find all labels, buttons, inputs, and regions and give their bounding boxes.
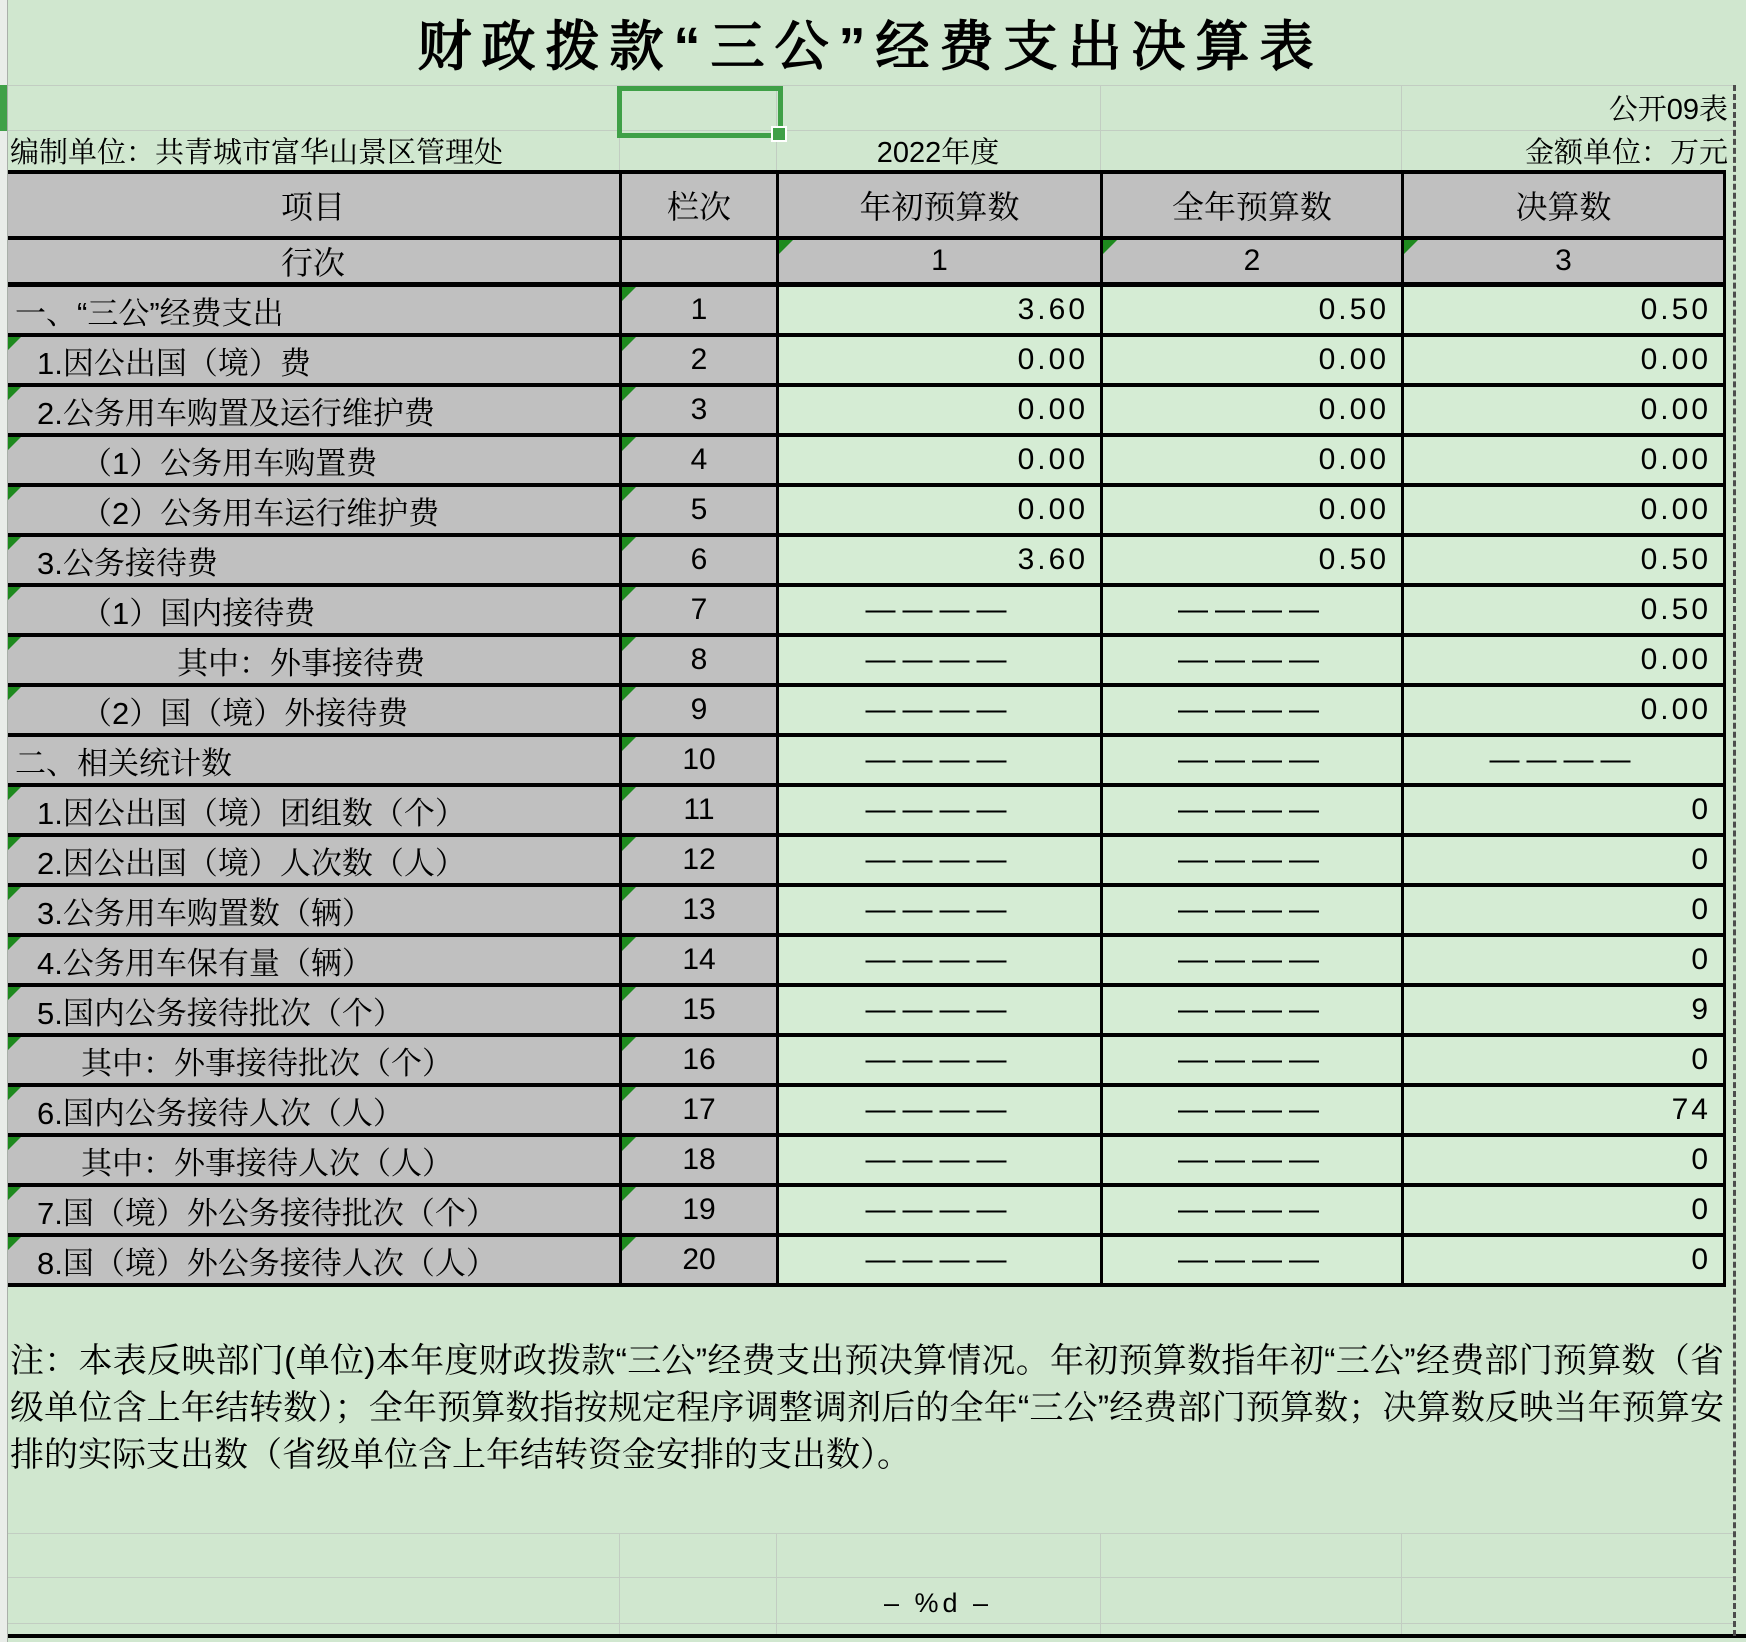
error-indicator-triangle: [622, 937, 636, 951]
row-gutter: [0, 0, 8, 1642]
column-header-item[interactable]: 项目: [7, 174, 622, 240]
item-cell[interactable]: 其中：外事接待费: [7, 637, 622, 687]
selected-row-indicator: [0, 85, 7, 131]
final-account-cell[interactable]: ————: [1404, 737, 1726, 787]
gridline: [4, 1623, 1733, 1624]
line-number-cell[interactable]: 7: [622, 587, 779, 637]
item-cell[interactable]: 二、相关统计数: [7, 737, 622, 787]
fullyear-budget-cell[interactable]: ————: [1103, 987, 1404, 1037]
final-account-cell[interactable]: 0: [1404, 1237, 1726, 1287]
item-cell[interactable]: 8.国（境）外公务接待人次（人）: [7, 1237, 622, 1287]
error-indicator-triangle: [7, 537, 21, 551]
item-cell[interactable]: （2）国（境）外接待费: [7, 687, 622, 737]
table-note[interactable]: 注：本表反映部门(单位)本年度财政拨款“三公”经费支出预决算情况。年初预算数指年初“三公”经费部门预算数（省级单位含上年结转数）；全年预算数指按规定程序调整调剂后的全年“三公”经费部门预算数；决算数反映当年预算安排的实际支出数（省级单位含上年结转资金安排的支出数）。: [10, 1342, 1724, 1474]
fullyear-budget-cell[interactable]: ————: [1103, 587, 1404, 637]
line-number-cell[interactable]: 9: [622, 687, 779, 737]
item-cell[interactable]: 其中：外事接待批次（个）: [7, 1037, 622, 1087]
fullyear-budget-cell[interactable]: 0.00: [1103, 387, 1404, 437]
error-indicator-triangle: [7, 1137, 21, 1151]
fill-handle[interactable]: [771, 126, 787, 142]
error-indicator-triangle: [7, 1037, 21, 1051]
final-account-cell[interactable]: 0.00: [1404, 387, 1726, 437]
fullyear-budget-cell[interactable]: ————: [1103, 787, 1404, 837]
error-indicator-triangle: [779, 240, 793, 254]
gridline: [619, 1533, 620, 1634]
initial-budget-cell[interactable]: ————: [779, 737, 1103, 787]
error-indicator-triangle: [7, 937, 21, 951]
fullyear-budget-cell[interactable]: ————: [1103, 1137, 1404, 1187]
item-cell[interactable]: 7.国（境）外公务接待批次（个）: [7, 1187, 622, 1237]
page-title: 财政拨款“三公”经费支出决算表: [417, 17, 1324, 77]
prepare-unit-label[interactable]: 编制单位：共青城市富华山景区管理处: [10, 136, 504, 169]
error-indicator-triangle: [7, 1187, 21, 1201]
final-account-cell[interactable]: 0: [1404, 1037, 1726, 1087]
page-break-line: [1733, 85, 1736, 1636]
final-account-cell[interactable]: 0.50: [1404, 287, 1726, 337]
line-number-cell[interactable]: 4: [622, 437, 779, 487]
item-cell[interactable]: 2.因公出国（境）人次数（人）: [7, 837, 622, 887]
line-number-cell[interactable]: 5: [622, 487, 779, 537]
error-indicator-triangle: [622, 1087, 636, 1101]
amount-unit-label[interactable]: 金额单位：万元: [1524, 136, 1728, 169]
error-indicator-triangle: [622, 1187, 636, 1201]
item-cell[interactable]: （1）国内接待费: [7, 587, 622, 637]
gridline: [4, 1533, 1733, 1534]
initial-budget-cell[interactable]: 3.60: [779, 287, 1103, 337]
error-indicator-triangle: [622, 1037, 636, 1051]
final-account-cell[interactable]: 9: [1404, 987, 1726, 1037]
item-cell[interactable]: 5.国内公务接待批次（个）: [7, 987, 622, 1037]
line-number-header[interactable]: 行次: [7, 240, 622, 287]
final-account-cell[interactable]: 0: [1404, 937, 1726, 987]
final-account-cell[interactable]: 0: [1404, 837, 1726, 887]
fullyear-budget-cell[interactable]: ————: [1103, 1037, 1404, 1087]
initial-budget-cell[interactable]: ————: [779, 687, 1103, 737]
final-account-cell[interactable]: 0: [1404, 787, 1726, 837]
fullyear-budget-cell[interactable]: ————: [1103, 837, 1404, 887]
error-indicator-triangle: [7, 387, 21, 401]
final-account-cell[interactable]: 0.00: [1404, 487, 1726, 537]
error-indicator-triangle: [622, 1137, 636, 1151]
line-number-cell[interactable]: 19: [622, 1187, 779, 1237]
final-account-cell[interactable]: 74: [1404, 1087, 1726, 1137]
item-cell[interactable]: 2.公务用车购置及运行维护费: [7, 387, 622, 437]
fullyear-budget-cell[interactable]: ————: [1103, 1187, 1404, 1237]
initial-budget-cell[interactable]: 0.00: [779, 487, 1103, 537]
gridline: [4, 1577, 1733, 1578]
error-indicator-triangle: [7, 887, 21, 901]
error-indicator-triangle: [622, 337, 636, 351]
empty-header-cell[interactable]: [622, 240, 779, 287]
error-indicator-triangle: [622, 1237, 636, 1251]
initial-budget-cell[interactable]: 3.60: [779, 537, 1103, 587]
item-cell[interactable]: 一、“三公”经费支出: [7, 287, 622, 337]
error-indicator-triangle: [622, 537, 636, 551]
final-account-cell[interactable]: 0.50: [1404, 537, 1726, 587]
fullyear-budget-cell[interactable]: ————: [1103, 737, 1404, 787]
column-number-3[interactable]: 3: [1404, 240, 1726, 287]
item-cell[interactable]: 1.因公出国（境）团组数（个）: [7, 787, 622, 837]
error-indicator-triangle: [622, 587, 636, 601]
fullyear-budget-cell[interactable]: ————: [1103, 887, 1404, 937]
line-number-cell[interactable]: 11: [622, 787, 779, 837]
column-number-2[interactable]: 2: [1103, 240, 1404, 287]
initial-budget-cell[interactable]: 0.00: [779, 387, 1103, 437]
line-number-cell[interactable]: 10: [622, 737, 779, 787]
initial-budget-cell[interactable]: ————: [779, 1237, 1103, 1287]
line-number-cell[interactable]: 14: [622, 937, 779, 987]
error-indicator-triangle: [622, 687, 636, 701]
line-number-cell[interactable]: 17: [622, 1087, 779, 1137]
column-number-1[interactable]: 1: [779, 240, 1103, 287]
error-indicator-triangle: [622, 887, 636, 901]
error-indicator-triangle: [622, 737, 636, 751]
line-number-cell[interactable]: 13: [622, 887, 779, 937]
error-indicator-triangle: [7, 487, 21, 501]
line-number-cell[interactable]: 12: [622, 837, 779, 887]
error-indicator-triangle: [7, 637, 21, 651]
fullyear-budget-cell[interactable]: 0.00: [1103, 437, 1404, 487]
error-indicator-triangle: [7, 1087, 21, 1101]
initial-budget-cell[interactable]: ————: [779, 887, 1103, 937]
line-number-cell[interactable]: 1: [622, 287, 779, 337]
sheet-code[interactable]: 公开09表: [1608, 94, 1728, 126]
selected-cell[interactable]: [617, 86, 783, 138]
initial-budget-cell[interactable]: ————: [779, 837, 1103, 887]
fiscal-year-label[interactable]: 2022年度: [876, 136, 1000, 169]
initial-budget-cell[interactable]: ————: [779, 1087, 1103, 1137]
initial-budget-cell[interactable]: ————: [779, 787, 1103, 837]
item-cell[interactable]: （1）公务用车购置费: [7, 437, 622, 487]
line-number-cell[interactable]: 18: [622, 1137, 779, 1187]
error-indicator-triangle: [622, 437, 636, 451]
fullyear-budget-cell[interactable]: 0.00: [1103, 487, 1404, 537]
line-number-cell[interactable]: 2: [622, 337, 779, 387]
error-indicator-triangle: [7, 437, 21, 451]
fullyear-budget-cell[interactable]: 0.50: [1103, 537, 1404, 587]
final-account-cell[interactable]: 0: [1404, 887, 1726, 937]
item-cell[interactable]: 6.国内公务接待人次（人）: [7, 1087, 622, 1137]
gridline: [1100, 1533, 1101, 1634]
error-indicator-triangle: [7, 837, 21, 851]
error-indicator-triangle: [622, 987, 636, 1001]
item-cell[interactable]: 3.公务接待费: [7, 537, 622, 587]
error-indicator-triangle: [622, 637, 636, 651]
page-number-placeholder: – %d –: [883, 1587, 993, 1618]
item-cell[interactable]: 1.因公出国（境）费: [7, 337, 622, 387]
fullyear-budget-cell[interactable]: 0.50: [1103, 287, 1404, 337]
final-account-cell[interactable]: 0.00: [1404, 337, 1726, 387]
final-account-cell[interactable]: 0.50: [1404, 587, 1726, 637]
initial-budget-cell[interactable]: ————: [779, 1037, 1103, 1087]
line-number-cell[interactable]: 8: [622, 637, 779, 687]
error-indicator-triangle: [7, 987, 21, 1001]
gridline: [1100, 85, 1101, 170]
item-cell[interactable]: 其中：外事接待人次（人）: [7, 1137, 622, 1187]
final-account-cell[interactable]: 0.00: [1404, 637, 1726, 687]
fullyear-budget-cell[interactable]: 0.00: [1103, 337, 1404, 387]
final-account-cell[interactable]: 0: [1404, 1187, 1726, 1237]
line-number-cell[interactable]: 16: [622, 1037, 779, 1087]
line-number-cell[interactable]: 6: [622, 537, 779, 587]
fullyear-budget-cell[interactable]: ————: [1103, 1087, 1404, 1137]
error-indicator-triangle: [622, 837, 636, 851]
error-indicator-triangle: [7, 687, 21, 701]
initial-budget-cell[interactable]: ————: [779, 1187, 1103, 1237]
column-header-fullyear-budget[interactable]: 全年预算数: [1103, 174, 1404, 240]
error-indicator-triangle: [7, 1237, 21, 1251]
fullyear-budget-cell[interactable]: ————: [1103, 1237, 1404, 1287]
error-indicator-triangle: [622, 787, 636, 801]
error-indicator-triangle: [7, 587, 21, 601]
error-indicator-triangle: [7, 337, 21, 351]
item-cell[interactable]: 3.公务用车购置数（辆）: [7, 887, 622, 937]
item-cell[interactable]: （2）公务用车运行维护费: [7, 487, 622, 537]
initial-budget-cell[interactable]: 0.00: [779, 337, 1103, 387]
column-header-final[interactable]: 决算数: [1404, 174, 1726, 240]
column-header-initial-budget[interactable]: 年初预算数: [779, 174, 1103, 240]
line-number-cell[interactable]: 3: [622, 387, 779, 437]
initial-budget-cell[interactable]: ————: [779, 987, 1103, 1037]
fullyear-budget-cell[interactable]: ————: [1103, 637, 1404, 687]
column-header-colno[interactable]: 栏次: [622, 174, 779, 240]
error-indicator-triangle: [622, 387, 636, 401]
line-number-cell[interactable]: 20: [622, 1237, 779, 1287]
sheet-bottom-border: [4, 1634, 1746, 1638]
final-account-cell[interactable]: 0.00: [1404, 437, 1726, 487]
error-indicator-triangle: [7, 787, 21, 801]
fullyear-budget-cell[interactable]: ————: [1103, 687, 1404, 737]
initial-budget-cell[interactable]: ————: [779, 937, 1103, 987]
final-account-cell[interactable]: 0: [1404, 1137, 1726, 1187]
item-cell[interactable]: 4.公务用车保有量（辆）: [7, 937, 622, 987]
initial-budget-cell[interactable]: 0.00: [779, 437, 1103, 487]
error-indicator-triangle: [1404, 240, 1418, 254]
error-indicator-triangle: [1103, 240, 1117, 254]
gridline: [1401, 1533, 1402, 1634]
error-indicator-triangle: [622, 287, 636, 301]
fullyear-budget-cell[interactable]: ————: [1103, 937, 1404, 987]
three-public-expense-table: [4, 170, 1726, 1287]
initial-budget-cell[interactable]: ————: [779, 1137, 1103, 1187]
error-indicator-triangle: [622, 487, 636, 501]
initial-budget-cell[interactable]: ————: [779, 587, 1103, 637]
initial-budget-cell[interactable]: ————: [779, 637, 1103, 687]
final-account-cell[interactable]: 0.00: [1404, 687, 1726, 737]
line-number-cell[interactable]: 15: [622, 987, 779, 1037]
